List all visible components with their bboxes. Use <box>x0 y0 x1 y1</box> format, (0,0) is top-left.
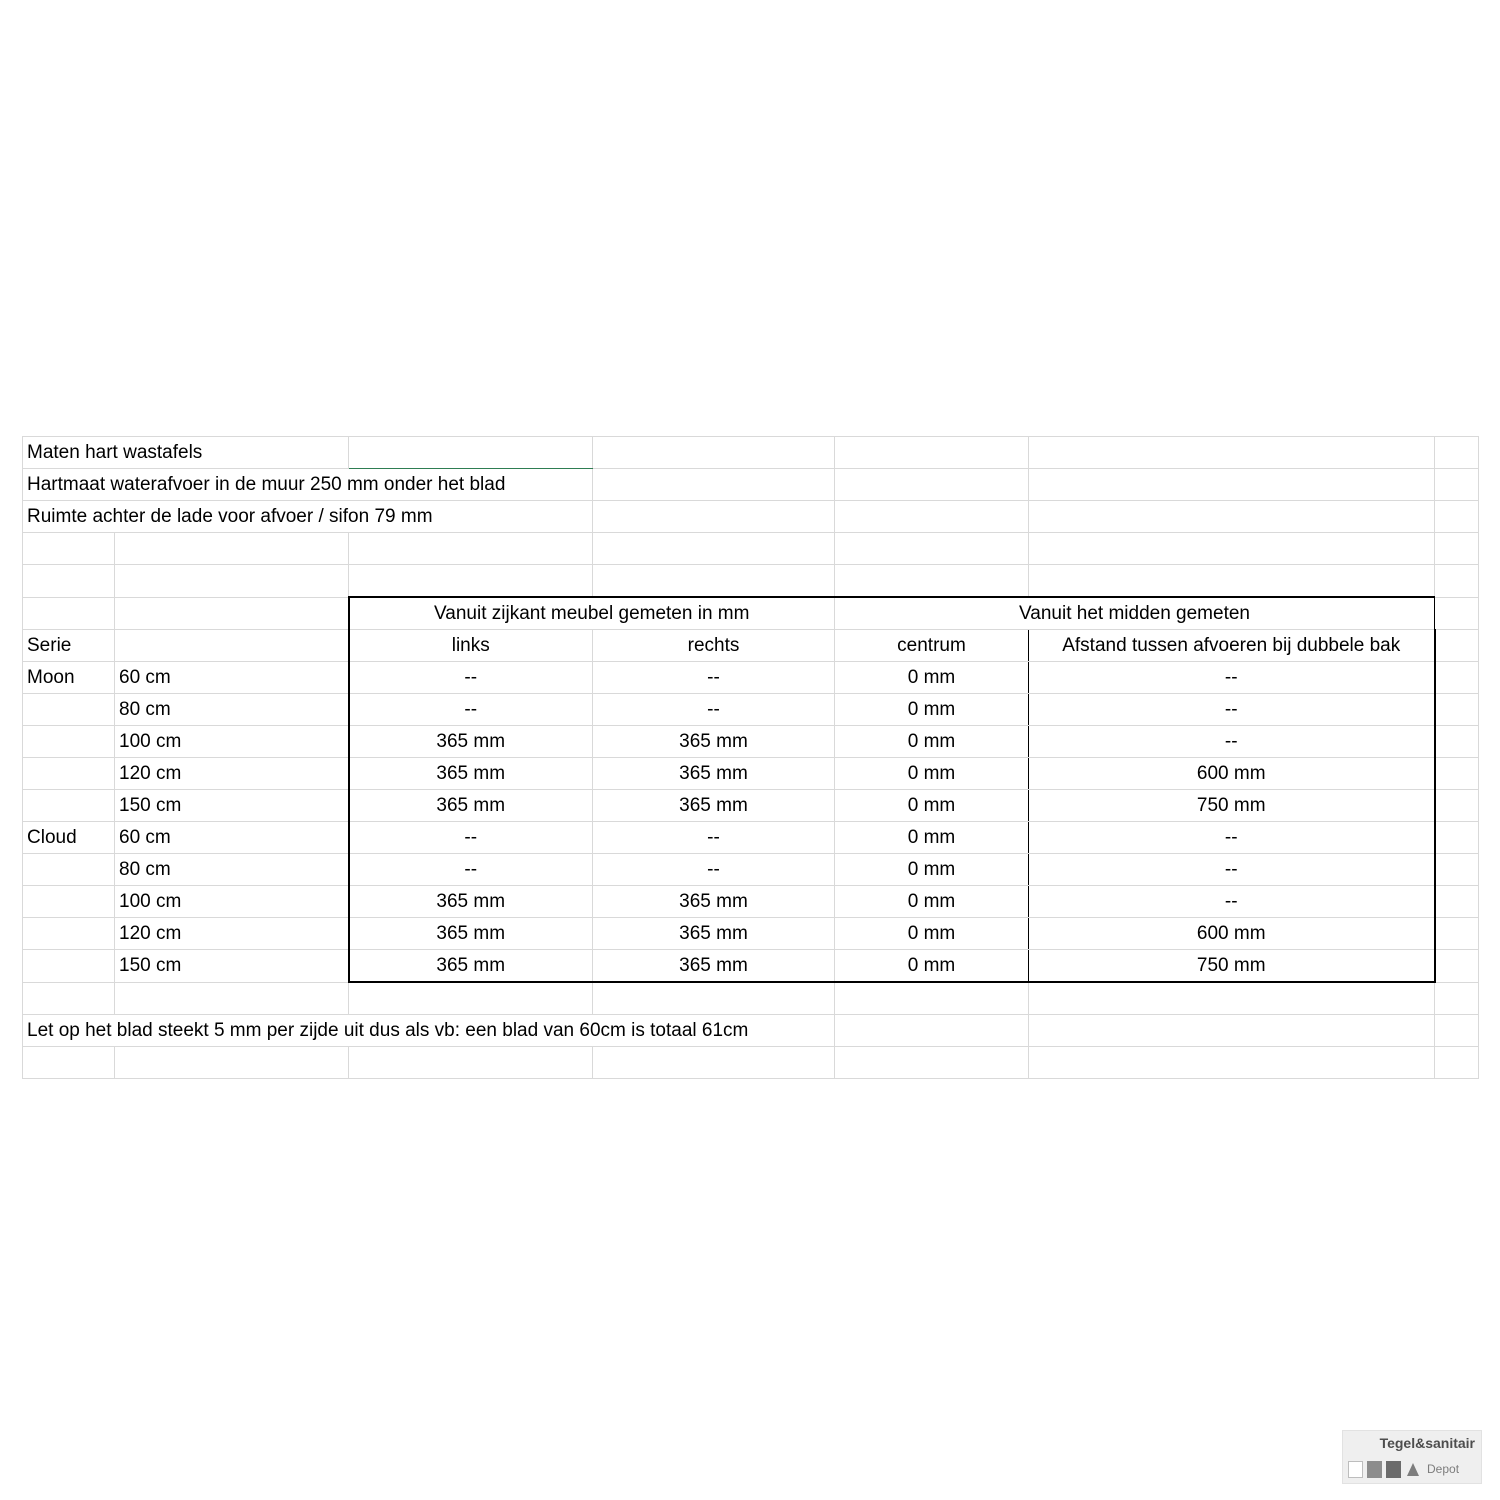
blank-cell <box>1435 758 1479 790</box>
cell-centrum: 0 mm <box>835 950 1029 983</box>
cell-links: 365 mm <box>349 918 593 950</box>
blank-cell <box>1435 662 1479 694</box>
cell-afstand: -- <box>1029 662 1435 694</box>
cell-centrum: 0 mm <box>835 918 1029 950</box>
title-row-3 <box>23 501 1479 533</box>
table-row <box>23 790 1479 822</box>
cell-rechts: 365 mm <box>593 758 835 790</box>
cell-rechts: 365 mm <box>593 790 835 822</box>
cell-rechts: 365 mm <box>593 726 835 758</box>
blank-cell <box>835 565 1029 598</box>
swatch-mid-icon <box>1367 1461 1382 1478</box>
cell-serie <box>23 790 115 822</box>
cell-maat: 60 cm <box>115 662 349 694</box>
cell-serie <box>23 854 115 886</box>
title-line-2-cell <box>23 469 593 501</box>
footnote-text: Let op het blad steekt 5 mm per zijde uit dus als vb: een blad van 60cm is totaal 61cm <box>27 1019 749 1041</box>
blank-cell <box>835 437 1029 469</box>
blank-cell <box>115 1047 349 1079</box>
title-line-3-cell <box>23 501 593 533</box>
cell-serie <box>23 886 115 918</box>
cell-rechts: -- <box>593 662 835 694</box>
blank-cell <box>349 565 593 598</box>
cell-links: -- <box>349 822 593 854</box>
water-drop-icon <box>1407 1463 1419 1476</box>
blank-cell <box>835 501 1029 533</box>
cell-centrum: 0 mm <box>835 886 1029 918</box>
blank-cell <box>593 533 835 565</box>
swatch-dark-icon <box>1386 1461 1401 1478</box>
cell-afstand: 600 mm <box>1029 918 1435 950</box>
cell-rechts: -- <box>593 854 835 886</box>
cell-links: 365 mm <box>349 950 593 983</box>
spreadsheet-sheet <box>22 436 1478 1066</box>
blank-cell <box>1029 501 1435 533</box>
cell-rechts: 365 mm <box>593 886 835 918</box>
group-header-right: Vanuit het midden gemeten <box>835 597 1435 630</box>
cell-maat: 150 cm <box>115 950 349 983</box>
column-header-serie: Serie <box>23 630 115 662</box>
watermark-marks <box>1343 1455 1481 1483</box>
blank-cell <box>593 501 835 533</box>
spacer-row <box>23 1047 1479 1079</box>
blank-cell <box>835 469 1029 501</box>
cell-maat: 150 cm <box>115 790 349 822</box>
column-header-maat <box>115 630 349 662</box>
blank-cell <box>835 982 1029 1015</box>
blank-cell <box>593 565 835 598</box>
cell-serie: Cloud <box>23 822 115 854</box>
table-row <box>23 758 1479 790</box>
group-header-left: Vanuit zijkant meubel gemeten in mm <box>349 597 835 630</box>
cell-serie <box>23 694 115 726</box>
spacer-row <box>23 982 1479 1015</box>
blank-cell <box>115 565 349 598</box>
footnote-row <box>23 1015 1479 1047</box>
cell-links: 365 mm <box>349 726 593 758</box>
blank-cell <box>1435 854 1479 886</box>
blank-cell <box>1029 469 1435 501</box>
blank-cell <box>1029 1015 1435 1047</box>
blank-cell <box>835 533 1029 565</box>
blank-cell <box>1435 726 1479 758</box>
blank-cell <box>23 1047 115 1079</box>
blank-cell <box>1435 950 1479 983</box>
table-row <box>23 854 1479 886</box>
cell-rechts: 365 mm <box>593 918 835 950</box>
watermark-logo <box>1342 1430 1482 1484</box>
blank-cell <box>349 1047 593 1079</box>
cell-links: -- <box>349 662 593 694</box>
title-line-1: Maten hart wastafels <box>27 441 203 463</box>
column-header-centrum: centrum <box>835 630 1029 662</box>
blank-cell <box>1435 822 1479 854</box>
cell-maat: 100 cm <box>115 726 349 758</box>
cell-links: -- <box>349 694 593 726</box>
blank-cell <box>1435 469 1479 501</box>
blank-cell <box>1435 982 1479 1015</box>
column-header-rechts: rechts <box>593 630 835 662</box>
cell-links: 365 mm <box>349 790 593 822</box>
cell-maat: 80 cm <box>115 694 349 726</box>
table-row <box>23 918 1479 950</box>
cell-centrum: 0 mm <box>835 854 1029 886</box>
cell-afstand: 750 mm <box>1029 790 1435 822</box>
blank-cell <box>115 982 349 1015</box>
cell-centrum: 0 mm <box>835 790 1029 822</box>
title-row-2 <box>23 469 1479 501</box>
cell-afstand: -- <box>1029 726 1435 758</box>
footnote-cell <box>23 1015 835 1047</box>
title-row-1 <box>23 437 1479 469</box>
cell-serie <box>23 758 115 790</box>
cell-maat: 100 cm <box>115 886 349 918</box>
cell-afstand: -- <box>1029 822 1435 854</box>
watermark-sub: Depot <box>1427 1462 1460 1476</box>
blank-cell <box>1435 597 1479 630</box>
cell-afstand: -- <box>1029 694 1435 726</box>
cell-centrum: 0 mm <box>835 758 1029 790</box>
cell-centrum: 0 mm <box>835 822 1029 854</box>
spacer-row <box>23 565 1479 598</box>
blank-cell <box>1029 533 1435 565</box>
cell-rechts: -- <box>593 694 835 726</box>
cell-links: 365 mm <box>349 758 593 790</box>
blank-cell <box>115 533 349 565</box>
cell-maat: 120 cm <box>115 758 349 790</box>
cell-centrum: 0 mm <box>835 694 1029 726</box>
blank-cell <box>593 469 835 501</box>
blank-cell <box>349 437 593 469</box>
blank-cell <box>1435 565 1479 598</box>
blank-cell <box>1435 533 1479 565</box>
cell-afstand: 600 mm <box>1029 758 1435 790</box>
table-row <box>23 886 1479 918</box>
table-row <box>23 822 1479 854</box>
blank-cell <box>23 982 115 1015</box>
blank-cell <box>1435 918 1479 950</box>
blank-cell <box>1435 1047 1479 1079</box>
blank-cell <box>23 565 115 598</box>
blank-cell <box>1435 1015 1479 1047</box>
column-header-afstand: Afstand tussen afvoeren bij dubbele bak <box>1029 630 1435 662</box>
cell-serie <box>23 726 115 758</box>
blank-cell <box>23 533 115 565</box>
blank-cell <box>349 982 593 1015</box>
blank-cell <box>593 1047 835 1079</box>
cell-links: 365 mm <box>349 886 593 918</box>
swatch-light-icon <box>1348 1461 1363 1478</box>
cell-serie <box>23 918 115 950</box>
cell-centrum: 0 mm <box>835 726 1029 758</box>
cell-maat: 60 cm <box>115 822 349 854</box>
cell-afstand: -- <box>1029 886 1435 918</box>
cell-afstand: 750 mm <box>1029 950 1435 983</box>
blank-cell <box>1435 886 1479 918</box>
blank-cell <box>1435 437 1479 469</box>
blank-cell <box>1435 501 1479 533</box>
blank-cell <box>1029 565 1435 598</box>
blank-cell <box>835 1047 1029 1079</box>
blank-cell <box>1029 1047 1435 1079</box>
cell-rechts: 365 mm <box>593 950 835 983</box>
title-line-2: Hartmaat waterafvoer in de muur 250 mm onder het blad <box>27 473 506 495</box>
cell-links: -- <box>349 854 593 886</box>
data-table <box>22 436 1479 1079</box>
column-header-links: links <box>349 630 593 662</box>
blank-cell <box>593 437 835 469</box>
cell-maat: 80 cm <box>115 854 349 886</box>
table-row <box>23 694 1479 726</box>
title-line-3: Ruimte achter de lade voor afvoer / sifon 79 mm <box>27 505 433 527</box>
watermark-brand: Tegel&sanitair <box>1379 1435 1475 1451</box>
blank-cell <box>1435 694 1479 726</box>
table-row <box>23 950 1479 983</box>
cell-serie <box>23 950 115 983</box>
blank-cell <box>1029 982 1435 1015</box>
blank-cell <box>349 533 593 565</box>
table-row <box>23 662 1479 694</box>
blank-cell <box>835 1015 1029 1047</box>
table-row <box>23 726 1479 758</box>
blank-cell <box>23 597 115 630</box>
blank-cell <box>115 597 349 630</box>
cell-serie: Moon <box>23 662 115 694</box>
blank-cell <box>1029 437 1435 469</box>
blank-cell <box>1435 630 1479 662</box>
spacer-row <box>23 533 1479 565</box>
group-header-row <box>23 597 1479 630</box>
title-line-1-cell <box>23 437 349 469</box>
column-header-row <box>23 630 1479 662</box>
cell-afstand: -- <box>1029 854 1435 886</box>
blank-cell <box>1435 790 1479 822</box>
cell-rechts: -- <box>593 822 835 854</box>
blank-cell <box>593 982 835 1015</box>
cell-centrum: 0 mm <box>835 662 1029 694</box>
cell-maat: 120 cm <box>115 918 349 950</box>
